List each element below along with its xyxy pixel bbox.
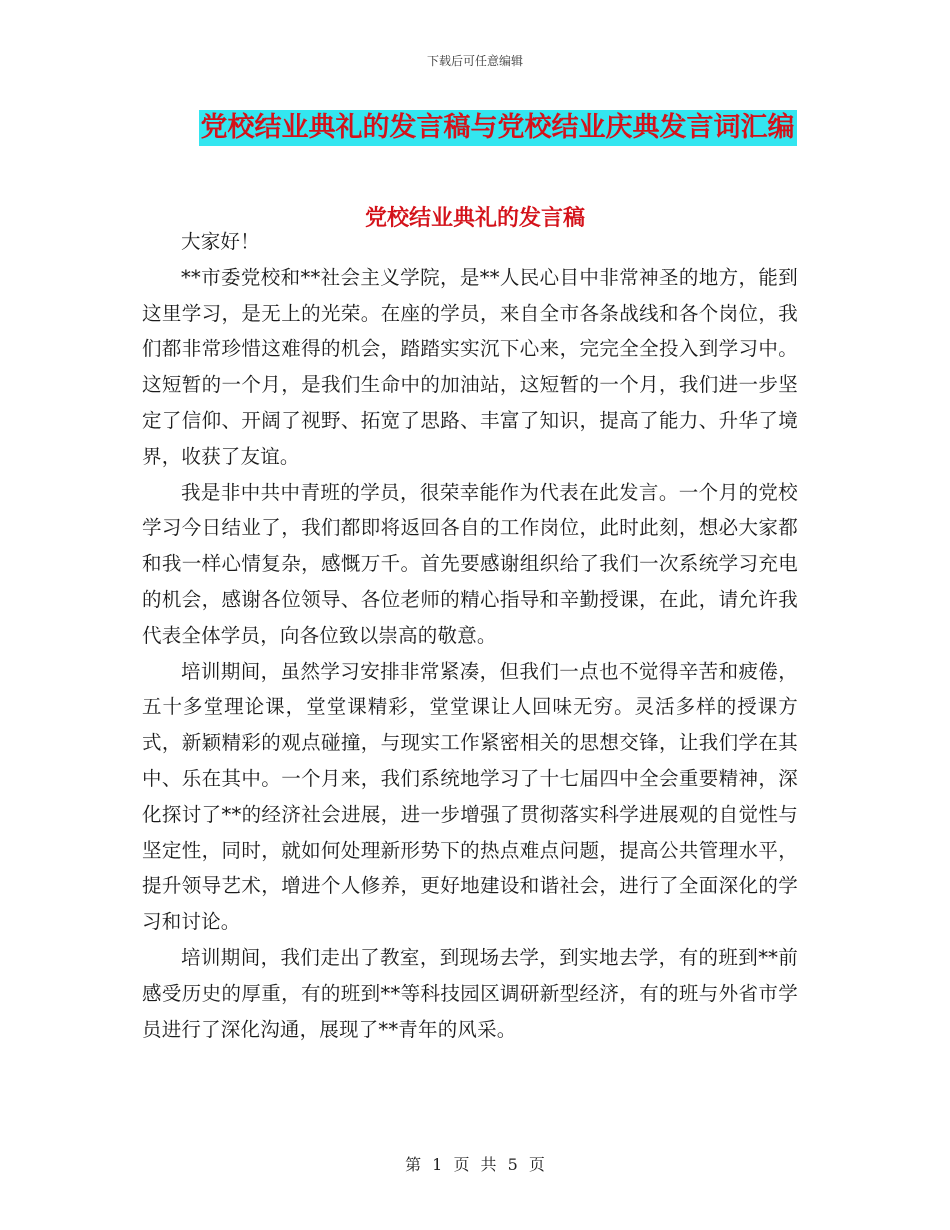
paragraph: 我是非中共中青班的学员，很荣幸能作为代表在此发言。一个月的党校学习今日结业了，我们都即将返回各自的工作岗位，此时此刻，想必大家都和我一样心情复杂，感慨万千。首先要感谢组织给了我们一次系统学习充电的机会，感谢各位领导、各位老师的精心指导和辛勤授课，在此，请允许我代表全体学员，向各位致以崇高的敬意。 xyxy=(142,480,798,647)
paragraph: 培训期间，虽然学习安排非常紧凑，但我们一点也不觉得辛苦和疲倦，五十多堂理论课，堂堂课精彩，堂堂课让人回味无穷。灵活多样的授课方式，新颖精彩的观点碰撞，与现实工作紧密相关的思想交锋，让我们学在其中、乐在其中。一个月来，我们系统地学习了十七届四中全会重要精神，深化探讨了**的经济社会进展，进一步增强了贯彻落实科学进展观的自觉性与坚定性，同时，就如何处理新形势下的热点难点问题，提高公共管理水平，提升领导艺术，增进个人修养，更好地建设和谐社会，进行了全面深化的学习和讨论。 xyxy=(142,659,798,934)
document-title-wrap xyxy=(0,110,950,146)
header-note: 下载后可任意编辑 xyxy=(426,54,523,68)
paragraph: 培训期间，我们走出了教室，到现场去学，到实地去学，有的班到**前感受历史的厚重，有的班到**等科技园区调研新型经济，有的班与外省市学员进行了深化沟通，展现了**青年的风采。 xyxy=(142,945,798,1041)
paragraph: **市委党校和**社会主义学院，是**人民心目中非常神圣的地方，能到这里学习，是无上的光荣。在座的学员，来自全市各条战线和各个岗位，我们都非常珍惜这难得的机会，踏踏实实沉下心来，完完全全投入到学习中。这短暂的一个月，是我们生命中的加油站，这短暂的一个月，我们进一步坚定了信仰、开阔了视野、拓宽了思路、丰富了知识，提高了能力、升华了境界，收获了友谊。 xyxy=(142,265,798,468)
section-title: 党校结业典礼的发言稿 xyxy=(364,205,585,231)
page-number-footer: 第 1 页 共 5 页 xyxy=(405,1155,545,1174)
document-title: 党校结业典礼的发言稿与党校结业庆典发言词汇编 xyxy=(199,110,797,146)
body-text xyxy=(142,224,798,1047)
paragraph-greeting: 大家好！ xyxy=(181,230,260,253)
